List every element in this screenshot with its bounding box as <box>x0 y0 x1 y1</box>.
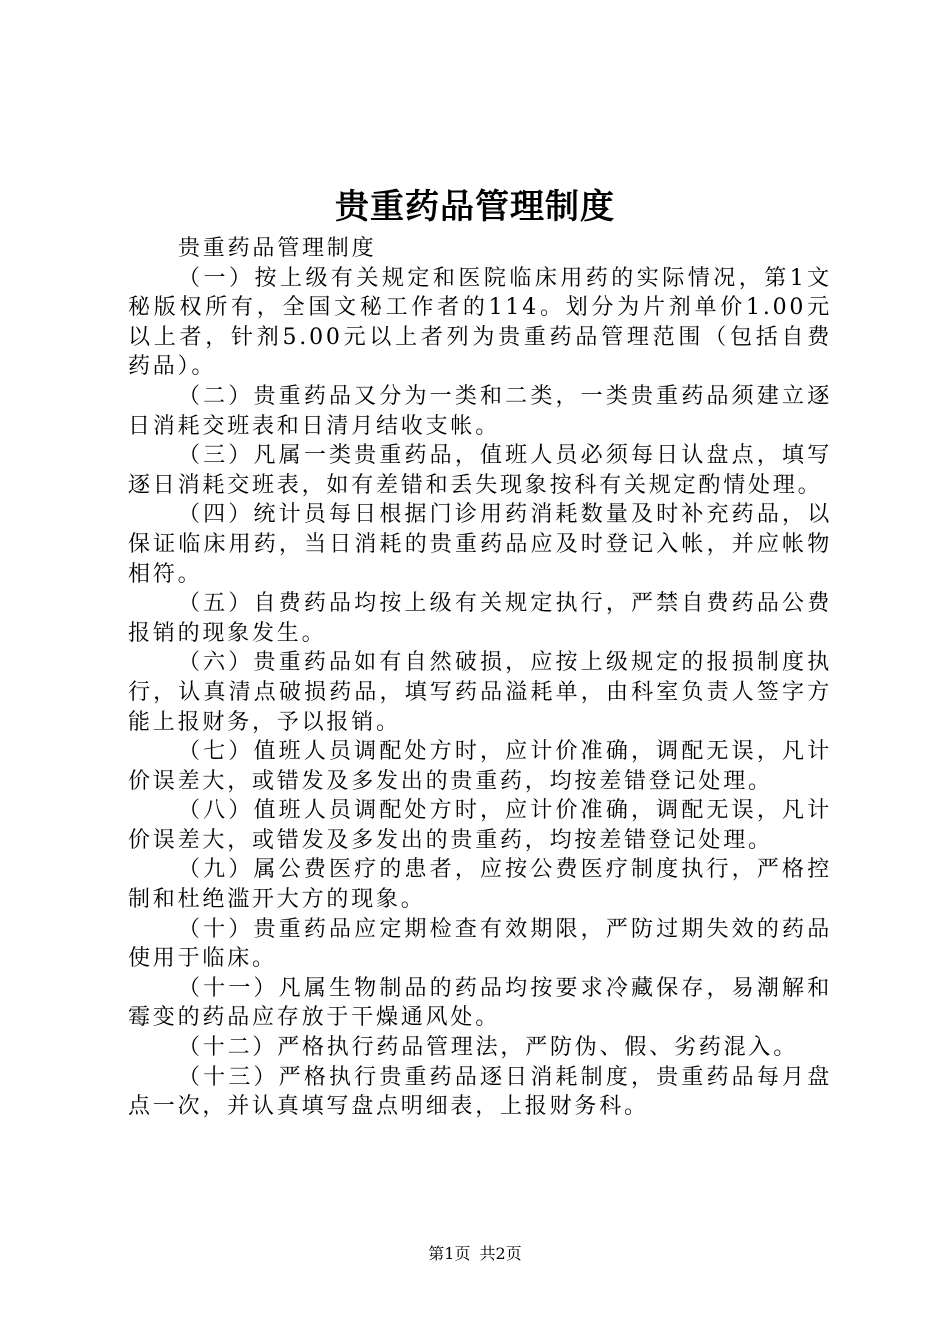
paragraph-5: （五）自费药品均按上级有关规定执行，严禁自费药品公费报销的现象发生。 <box>128 591 832 646</box>
paragraph-10: （十）贵重药品应定期检查有效期限，严防过期失效的药品使用于临床。 <box>128 916 832 972</box>
paragraph-1: （一）按上级有关规定和医院临床用药的实际情况，第1文秘版权所有，全国文秘工作者的114。划分为片剂单价1.00元以上者，针剂5.00元以上者列为贵重药品管理范围（包括自费药品）。 <box>128 265 832 380</box>
paragraph-9: （九）属公费医疗的患者，应按公费医疗制度执行，严格控制和杜绝滥开大方的现象。 <box>128 857 832 913</box>
paragraph-11: （十一）凡属生物制品的药品均按要求冷藏保存，易潮解和霉变的药品应存放于干燥通风处。 <box>128 975 832 1031</box>
page-footer <box>0 1243 950 1265</box>
document-title: 贵重药品管理制度 <box>335 187 615 227</box>
paragraph-12: （十二）严格执行药品管理法，严防伪、假、劣药混入。 <box>178 1035 799 1061</box>
document-body <box>128 234 832 1122</box>
paragraph-6: （六）贵重药品如有自然破损，应按上级规定的报损制度执行，认真清点破损药品，填写药品溢耗单，由科室负责人签字方能上报财务，予以报销。 <box>128 650 832 735</box>
page-number: 第1页 <box>428 1244 471 1263</box>
paragraph-8: （八）值班人员调配处方时，应计价准确，调配无误，凡计价误差大，或错发及多发出的贵重药，均按差错登记处理。 <box>128 798 832 853</box>
document-subtitle: 贵重药品管理制度 <box>178 236 377 261</box>
paragraph-7: （七）值班人员调配处方时，应计价准确，调配无误，凡计价误差大，或错发及多发出的贵重药，均按差错登记处理。 <box>128 739 832 794</box>
paragraph-3: （三）凡属一类贵重药品，值班人员必须每日认盘点，填写逐日消耗交班表，如有差错和丢失现象按科有关规定酌情处理。 <box>128 443 832 498</box>
paragraph-4: （四）统计员每日根据门诊用药消耗数量及时补充药品，以保证临床用药，当日消耗的贵重药品应及时登记入帐，并应帐物相符。 <box>128 502 832 587</box>
paragraph-13: （十三）严格执行贵重药品逐日消耗制度，贵重药品每月盘点一次，并认真填写盘点明细表，上报财务科。 <box>128 1064 832 1120</box>
paragraph-2: （二）贵重药品又分为一类和二类，一类贵重药品须建立逐日消耗交班表和日清月结收支帐。 <box>128 383 832 439</box>
page-total: 共2页 <box>479 1244 522 1263</box>
